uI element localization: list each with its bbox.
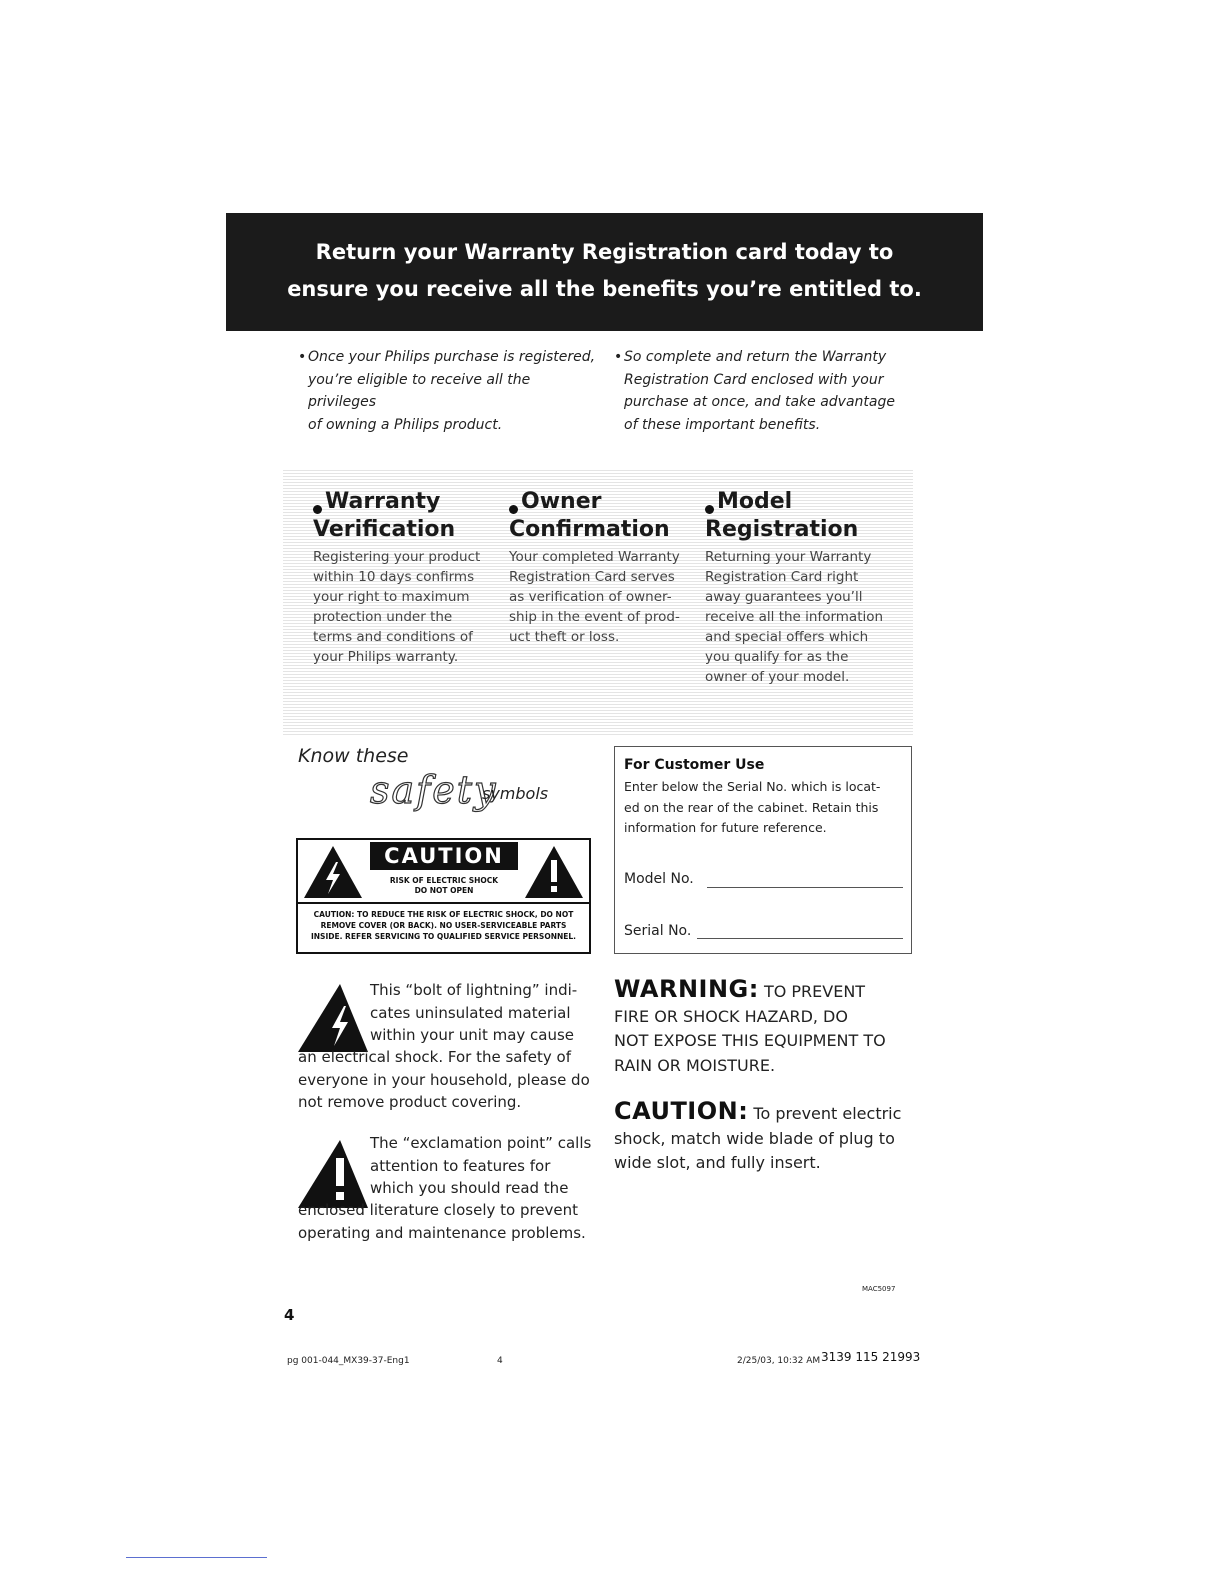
caution-fine-3: INSIDE. REFER SERVICING TO QUALIFIED SERVICE PERSONNEL. (310, 932, 577, 941)
benefit-heading: Confirmation (509, 517, 670, 542)
lightning-triangle-icon (302, 844, 364, 900)
benefit-model-registration (705, 488, 910, 687)
expl-line: everyone in your household, please do (298, 1070, 590, 1089)
benefit-body-line: Registering your product (313, 549, 481, 565)
customer-use-box (614, 746, 912, 954)
bullet-dot-icon (313, 505, 322, 514)
bullet-dot-icon (509, 505, 518, 514)
file-page: 4 (497, 1356, 503, 1366)
risk-text-2: DO NOT OPEN (414, 886, 474, 895)
benefit-body-line: your Philips warranty. (313, 649, 459, 665)
caution-fine-2: REMOVE COVER (OR BACK). NO USER-SERVICEABLE PARTS (320, 921, 567, 930)
caution-first: To prevent electric (753, 1104, 902, 1123)
warning-line: NOT EXPOSE THIS EQUIPMENT TO (614, 1031, 886, 1050)
benefit-body-line: you qualify for as the (705, 649, 849, 665)
intro-left (298, 346, 598, 436)
expl-line: This “bolt of lightning” indi- (370, 981, 578, 999)
serial-no-field[interactable] (697, 938, 903, 939)
benefit-body-line: owner of your model. (705, 669, 850, 685)
intro-right-line: purchase at once, and take advantage (624, 394, 895, 410)
expl-line: not remove product covering. (298, 1093, 522, 1111)
expl-line: operating and maintenance problems. (298, 1223, 586, 1242)
banner-line-1: Return your Warranty Registration card today to (315, 240, 894, 264)
desc-line: information for future reference. (624, 820, 827, 835)
expl-line: The “exclamation point” calls (370, 1134, 592, 1152)
warning-block (614, 975, 924, 1078)
intro-left-line: you’re eligible to receive all the privileges (308, 371, 531, 410)
benefit-warranty-verification (313, 488, 513, 667)
serial-no-label: Serial No. (624, 923, 692, 939)
intro-right-line: Registration Card enclosed with your (624, 371, 884, 388)
benefit-body-line: protection under the (313, 609, 453, 625)
intro-right-line: of these important benefits. (624, 416, 821, 433)
warning-line: RAIN OR MOISTURE. (614, 1055, 776, 1075)
lightning-triangle-icon (298, 984, 368, 1054)
caution-line: wide slot, and fully insert. (614, 1153, 821, 1172)
benefit-heading: Registration (705, 517, 859, 542)
benefit-heading: Model (717, 489, 793, 514)
caution-fine-1: CAUTION: TO REDUCE THE RISK OF ELECTRIC SHOCK, DO NOT (313, 910, 574, 919)
warning-line: FIRE OR SHOCK HAZARD, DO (614, 1006, 848, 1026)
benefit-body-line: uct theft or loss. (509, 629, 620, 645)
exclamation-triangle-icon (523, 844, 585, 900)
benefit-body-line: as verification of owner- (509, 589, 672, 605)
benefit-heading: Warranty (325, 489, 441, 514)
benefit-body-line: terms and conditions of (313, 629, 473, 645)
intro-left-line: of owning a Philips product. (308, 416, 503, 433)
caution-label (296, 838, 591, 954)
benefit-body-line: within 10 days confirms (313, 569, 475, 585)
customer-use-desc (624, 777, 904, 839)
banner-line-2: ensure you receive all the benefits you’re entitled to. (287, 277, 922, 301)
symbols-text: symbols (482, 784, 549, 803)
caution-title: CAUTION (370, 842, 518, 870)
warning-first: TO PREVENT (763, 982, 866, 1001)
exclaim-text-indented (370, 1132, 600, 1200)
customer-use-title: For Customer Use (624, 757, 765, 773)
desc-line: ed on the rear of the cabinet. Retain this (624, 799, 879, 815)
bullet: • (298, 349, 307, 365)
warranty-banner (226, 213, 983, 331)
risk-text-1: RISK OF ELECTRIC SHOCK (389, 876, 499, 885)
benefit-heading: Verification (313, 517, 456, 542)
benefit-body-line: ship in the event of prod- (509, 609, 680, 625)
benefits-panel (283, 470, 913, 735)
desc-line: Enter below the Serial No. which is locat- (624, 779, 881, 794)
model-no-label: Model No. (624, 871, 694, 887)
expl-line: which you should read the (370, 1179, 569, 1197)
benefit-body-line: away guarantees you’ll (705, 589, 863, 605)
timestamp: 2/25/03, 10:32 AM (737, 1356, 821, 1366)
expl-line: enclosed literature closely to prevent (298, 1201, 579, 1219)
benefit-body-line: and special offers which (705, 629, 869, 645)
footnote-divider (126, 1557, 267, 1558)
expl-line: within your unit may cause (370, 1026, 575, 1044)
expl-line: cates uninsulated material (370, 1003, 571, 1022)
expl-line: attention to features for (370, 1156, 551, 1175)
lightning-text (298, 1046, 608, 1114)
model-no-field[interactable] (707, 887, 903, 888)
benefit-body-line: Your completed Warranty (509, 549, 680, 565)
know-these-text: Know these (298, 745, 409, 767)
benefit-body-line: your right to maximum (313, 589, 470, 605)
lightning-text-indented (370, 979, 600, 1047)
model-code: MAC5097 (862, 1285, 896, 1293)
intro-right-line: So complete and return the Warranty (624, 349, 887, 365)
label-divider (298, 902, 589, 904)
intro-left-line: Once your Philips purchase is registered, (308, 349, 596, 365)
benefit-body-line: Returning your Warranty (705, 549, 872, 565)
caution-line: shock, match wide blade of plug to (614, 1128, 895, 1148)
page-number: 4 (284, 1306, 295, 1324)
benefit-body-line: receive all the information (705, 609, 884, 625)
warning-title: WARNING: (614, 975, 759, 1003)
part-number: 3139 115 21993 (821, 1350, 921, 1364)
caution-block (614, 1097, 924, 1176)
file-name: pg 001-044_MX39-37-Eng1 (287, 1356, 410, 1366)
benefit-body-line: Registration Card right (705, 569, 859, 585)
benefit-heading: Owner (521, 489, 602, 514)
bullet-dot-icon (705, 505, 714, 514)
benefit-body-line: Registration Card serves (509, 569, 675, 585)
benefit-owner-confirmation (509, 488, 709, 647)
bullet: • (614, 349, 623, 365)
safety-word: safety (370, 768, 498, 812)
exclaim-text (298, 1199, 608, 1244)
intro-right (614, 346, 914, 436)
caution-title: CAUTION: (614, 1097, 749, 1125)
expl-line: an electrical shock. For the safety of (298, 1048, 571, 1066)
